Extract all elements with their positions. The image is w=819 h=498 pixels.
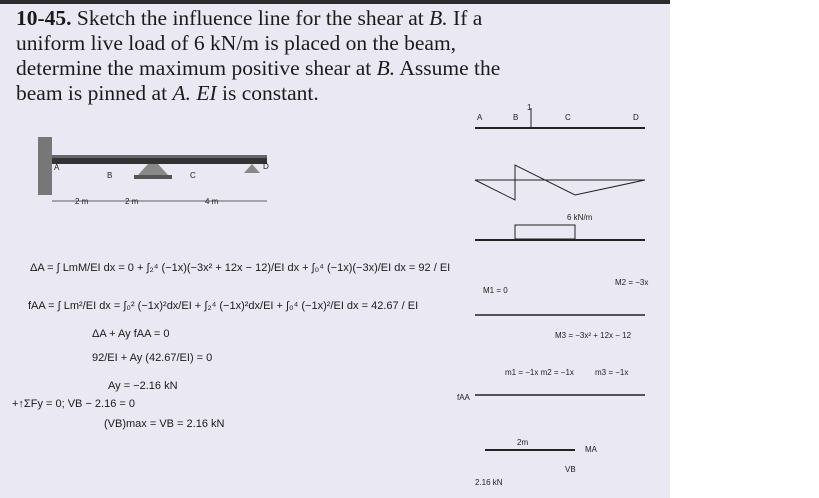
eq1-c: ∫₀⁴ (−1x)(−3x)/EI dx = [311, 262, 416, 274]
sk-m2: M2 = −3x [615, 278, 649, 287]
eq1-result: 92 / EI [418, 262, 451, 274]
eq2-result: 42.67 / EI [371, 300, 419, 312]
dim-3: 4 m [205, 197, 219, 206]
sk-len: 2m [517, 438, 529, 447]
eq-4: 92/EI + Ay (42.67/EI) = 0 [92, 352, 213, 364]
eq1-lhs: ΔA = [30, 262, 54, 274]
roller-support [138, 164, 168, 175]
eq1-b: ∫₂⁴ (−1x)(−3x² + 12x − 12)/EI dx + [146, 262, 309, 274]
problem-text-3b: Assume the [399, 56, 501, 80]
problem-text-1b: If a [453, 6, 483, 30]
eq2-b: ∫₀² (−1x)²dx/EI + [123, 300, 202, 312]
sk-m4: m1 = −1x m2 = −1x [505, 368, 574, 377]
point-b-2: B. [376, 56, 396, 80]
sk-ma: MA [585, 445, 597, 454]
eq-7: (VB)max = VB = 2.16 kN [104, 418, 225, 430]
sk-arrow1: 1 [527, 103, 532, 112]
sk-faa: fAA [457, 393, 470, 402]
sk-vb: VB [565, 465, 576, 474]
sk-m1: M1 = 0 [483, 286, 508, 295]
dim-1: 2 m [75, 197, 89, 206]
influence-sketches [455, 100, 665, 490]
ei-symbol: EI [196, 81, 217, 105]
sketch-panel [670, 0, 819, 498]
eq-5: Ay = −2.16 kN [108, 380, 178, 392]
label-c: C [190, 171, 196, 180]
problem-text-4a: beam is pinned at [16, 81, 168, 105]
problem-text-2: uniform live load of 6 kN/m is placed on the beam, [16, 31, 457, 55]
problem-text-1: Sketch the influence line for the shear at [76, 6, 424, 30]
sk-d: D [633, 113, 639, 122]
eq-6 [12, 398, 135, 410]
sk-m5: m3 = −1x [595, 368, 629, 377]
sk-m3: M3 = −3x² + 12x − 12 [555, 331, 632, 340]
eq2-a: ∫ Lm²/EI dx = [57, 300, 121, 312]
sk-c: C [565, 113, 571, 122]
eq-3: ΔA + Ay fAA = 0 [92, 328, 170, 340]
pin-support-d [244, 164, 260, 173]
sk-reaction: 2.16 kN [475, 478, 503, 487]
eq-2 [28, 300, 418, 312]
point-a: A. [172, 81, 191, 105]
label-b: B [107, 171, 113, 180]
problem-statement [16, 6, 616, 106]
problem-text-4b: is constant. [222, 81, 319, 105]
sk-load: 6 kN/m [567, 213, 593, 222]
point-b: B. [429, 6, 448, 30]
beam-figure [30, 135, 290, 210]
eq2-c: ∫₂⁴ (−1x)²dx/EI + [204, 300, 283, 312]
eq2-lhs: fAA = [28, 300, 55, 312]
eq2-d: ∫₀⁴ (−1x)²/EI dx = [286, 300, 369, 312]
wall [38, 137, 52, 195]
sk-b: B [513, 113, 519, 122]
label-a: A [54, 163, 60, 172]
eq6-lhs: +↑ΣFy = 0; [12, 398, 65, 410]
eq6-body: VB − 2.16 = 0 [67, 398, 135, 410]
label-d: D [263, 162, 269, 171]
problem-number: 10-45. [16, 6, 72, 30]
dim-2: 2 m [125, 197, 139, 206]
problem-text-3: determine the maximum positive shear at [16, 56, 372, 80]
sk-a: A [477, 113, 483, 122]
eq-1 [30, 262, 450, 274]
eq1-a: ∫ LmM/EI dx = 0 + [56, 262, 144, 274]
